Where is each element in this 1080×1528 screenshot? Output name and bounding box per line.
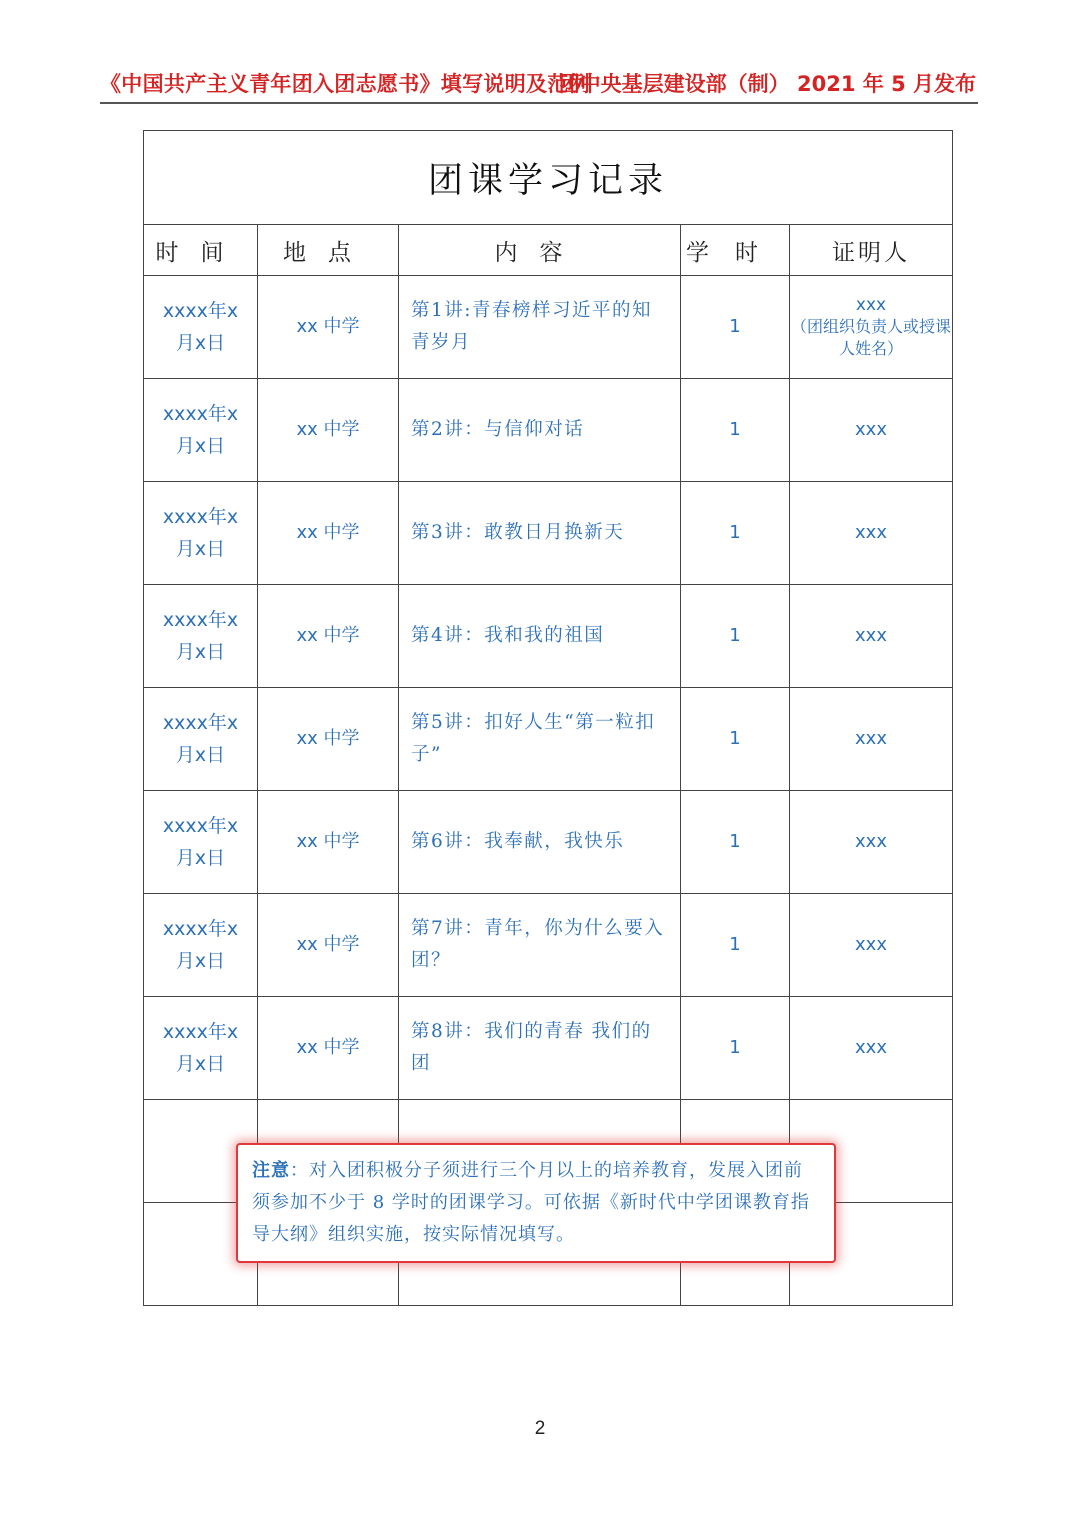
witness-note: （团组织负责人或授课人姓名） [790,317,951,358]
date-line: 月x日 [175,950,226,972]
date-line: xxxx年x [162,712,239,734]
hours-cell: 1 [681,482,790,585]
date-line: 月x日 [175,1053,226,1075]
content-cell: 第3讲：敢教日月换新天 [399,482,681,585]
note-text: ：对入团积极分子须进行三个月以上的培养教育，发展入团前须参加不少于 8 学时的团课学习。可依据《新时代中学团课教育指导大纲》组织实施，按实际情况填写。 [252,1160,810,1245]
header-hours: 学时 [681,225,790,276]
date-cell [144,585,258,688]
header-place: 地点 [258,225,399,276]
date-line: xxxx年x [162,403,239,425]
table-row [144,276,953,379]
table-title-row [144,131,953,225]
date-cell [144,791,258,894]
witness-cell: xxx [790,585,953,688]
place-cell: xx 中学 [258,276,399,379]
date-line: xxxx年x [162,918,239,940]
content-cell: 第7讲：青年，你为什么要入团？ [399,894,681,997]
hours-cell: 1 [681,276,790,379]
date-cell [144,379,258,482]
date-line: xxxx年x [162,1021,239,1043]
hours-cell: 1 [681,894,790,997]
place-cell: xx 中学 [258,791,399,894]
witness-cell: xxx [790,482,953,585]
hours-cell: 1 [681,379,790,482]
table-row [144,791,953,894]
document-header [100,68,978,104]
table-row [144,997,953,1100]
hours-cell: 1 [681,997,790,1100]
witness-cell: xxx [790,997,953,1100]
header-witness: 证明人 [790,225,953,276]
note-callout [236,1143,836,1263]
content-cell: 第2讲：与信仰对话 [399,379,681,482]
date-cell [144,688,258,791]
table-title: 团课学习记录 [144,131,953,225]
date-cell [144,997,258,1100]
date-line: 月x日 [175,847,226,869]
date-line: 月x日 [175,744,226,766]
table-row [144,379,953,482]
date-line: 月x日 [175,538,226,560]
place-cell: xx 中学 [258,379,399,482]
header-time: 时间 [144,225,258,276]
place-cell: xx 中学 [258,997,399,1100]
witness-cell: xxx [790,791,953,894]
table-row [144,585,953,688]
table-header-row [144,225,953,276]
witness-cell: xxx [790,379,953,482]
date-line: xxxx年x [162,300,239,322]
place-cell: xx 中学 [258,894,399,997]
hours-cell: 1 [681,688,790,791]
witness-cell: xxx [790,894,953,997]
date-line: xxxx年x [162,815,239,837]
date-cell [144,276,258,379]
place-cell: xx 中学 [258,585,399,688]
date-line: 月x日 [175,435,226,457]
course-record-table [143,130,953,1306]
table-row [144,688,953,791]
date-line: 月x日 [175,641,226,663]
place-cell: xx 中学 [258,482,399,585]
header-content: 内容 [399,225,681,276]
table-row [144,482,953,585]
date-line: xxxx年x [162,609,239,631]
date-line: 月x日 [175,332,226,354]
hours-cell: 1 [681,791,790,894]
document-title: 《中国共产主义青年团入团志愿书》填写说明及范例 [100,72,590,96]
witness-cell [790,276,953,379]
table-row [144,894,953,997]
date-line: xxxx年x [162,506,239,528]
hours-cell: 1 [681,585,790,688]
content-cell: 第4讲：我和我的祖国 [399,585,681,688]
date-cell [144,482,258,585]
page-number: 2 [534,1418,546,1439]
content-cell: 第8讲：我们的青春 我们的团 [399,997,681,1100]
content-cell: 第6讲：我奉献，我快乐 [399,791,681,894]
date-cell [144,894,258,997]
note-label: 注意 [252,1160,290,1181]
place-cell: xx 中学 [258,688,399,791]
publisher-line: 团中央基层建设部（制） 2021 年 5 月发布 [558,72,976,96]
content-cell: 第1讲:青春榜样习近平的知青岁月 [399,276,681,379]
content-cell: 第5讲：扣好人生“第一粒扣子” [399,688,681,791]
witness-cell: xxx [790,688,953,791]
witness-name: xxx [855,295,887,315]
